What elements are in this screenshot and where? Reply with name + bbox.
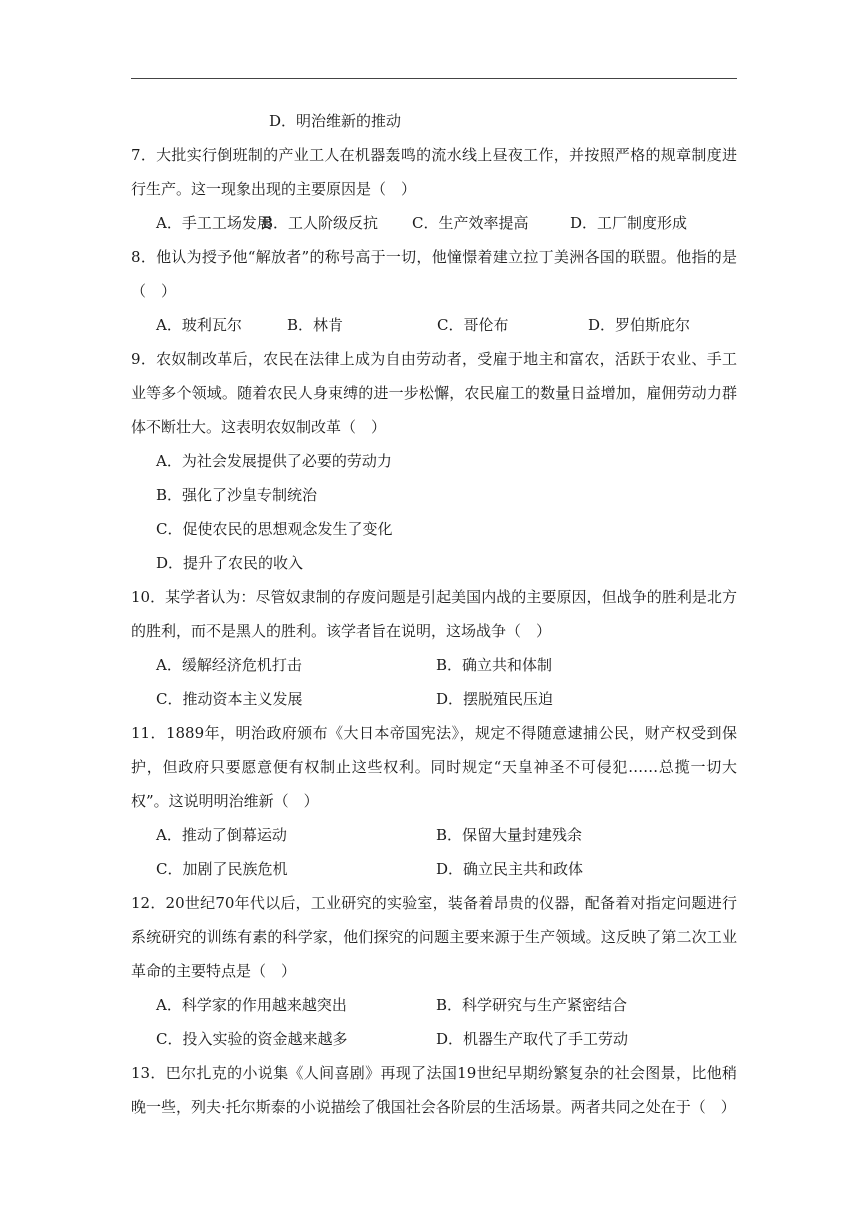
option-d: D．确立民主共和政体 (436, 860, 584, 878)
option-d: D．机器生产取代了手工劳动 (436, 1030, 629, 1048)
question-9 (131, 342, 737, 580)
options-row (131, 206, 737, 240)
option-b: B．强化了沙皇专制统治 (156, 486, 318, 504)
option-a: A．玻利瓦尔 (156, 316, 242, 334)
question-10 (131, 580, 737, 716)
option-b: B．林肯 (287, 316, 344, 334)
option-b: B．科学研究与生产紧密结合 (436, 996, 628, 1014)
question-stem: 8．他认为授予他“解放者”的称号高于一切，他憧憬着建立拉丁美洲各国的联盟。他指的是（ ） (131, 248, 737, 300)
options-row (131, 818, 737, 852)
option-b: B．保留大量封建残余 (436, 826, 583, 844)
option-c: C．加剧了民族危机 (156, 860, 288, 878)
option-c: C．投入实验的资金越来越多 (156, 1030, 348, 1048)
question-stem: 10．某学者认为：尽管奴隶制的存废问题是引起美国内战的主要原因，但战争的胜利是北方的胜利，而不是黑人的胜利。该学者旨在说明，这场战争（ ） (131, 588, 737, 640)
options-row (131, 852, 737, 886)
option-a: A．缓解经济危机打击 (156, 656, 302, 674)
question-12 (131, 886, 737, 1056)
option-a: A．为社会发展提供了必要的劳动力 (156, 452, 392, 470)
options-row (131, 1022, 737, 1056)
question-stem: 12．20世纪70年代以后，工业研究的实验室，装备着昂贵的仪器，配备着对指定问题进行系统研究的训练有素的科学家，他们探究的问题主要来源于生产领域。这反映了第二次工业革命的主要特点是（ ） (131, 894, 737, 980)
options-row (131, 682, 737, 716)
option-d: D．摆脱殖民压迫 (436, 690, 554, 708)
option-c: C．哥伦布 (437, 316, 509, 334)
option-c: C．推动资本主义发展 (156, 690, 303, 708)
options-row (131, 988, 737, 1022)
option-d: D．罗伯斯庇尔 (588, 316, 691, 334)
option-a: A．推动了倒幕运动 (156, 826, 287, 844)
prev-question-option-d (131, 104, 737, 138)
option-b: B．工人阶级反抗 (262, 214, 379, 232)
option-a: A．科学家的作用越来越突出 (156, 996, 347, 1014)
option-d: D．提升了农民的收入 (156, 554, 304, 572)
header-rule (131, 78, 737, 79)
option-c: C．促使农民的思想观念发生了变化 (156, 520, 393, 538)
question-7 (131, 138, 737, 240)
document-page (131, 104, 737, 1124)
option-a: A．手工工场发展 (156, 214, 272, 232)
option-d: D．明治维新的推动 (269, 112, 402, 130)
option-c: C．生产效率提高 (412, 214, 529, 232)
option-b: B．确立共和体制 (436, 656, 553, 674)
question-stem: 13．巴尔扎克的小说集《人间喜剧》再现了法国19世纪早期纷繁复杂的社会图景，比他稍晚一些，列夫·托尔斯泰的小说描绘了俄国社会各阶层的生活场景。两者共同之处在于（ ） (131, 1064, 737, 1116)
question-stem: 11．1889年，明治政府颁布《大日本帝国宪法》，规定不得随意逮捕公民，财产权受到保护，但政府只要愿意便有权制止这些权利。同时规定“天皇神圣不可侵犯……总揽一切大权”。这说明明治维新（ ） (131, 724, 737, 810)
options-row (131, 648, 737, 682)
option-d: D．工厂制度形成 (570, 214, 688, 232)
question-stem: 9．农奴制改革后，农民在法律上成为自由劳动者，受雇于地主和富农，活跃于农业、手工业等多个领域。随着农民人身束缚的进一步松懈，农民雇工的数量日益增加，雇佣劳动力群体不断壮大。这表明农奴制改革（ ） (131, 350, 737, 436)
question-stem: 7．大批实行倒班制的产业工人在机器轰鸣的流水线上昼夜工作，并按照严格的规章制度进行生产。这一现象出现的主要原因是（ ） (131, 146, 737, 198)
question-11 (131, 716, 737, 886)
question-8 (131, 240, 737, 342)
question-13 (131, 1056, 737, 1124)
options-row (131, 308, 737, 342)
